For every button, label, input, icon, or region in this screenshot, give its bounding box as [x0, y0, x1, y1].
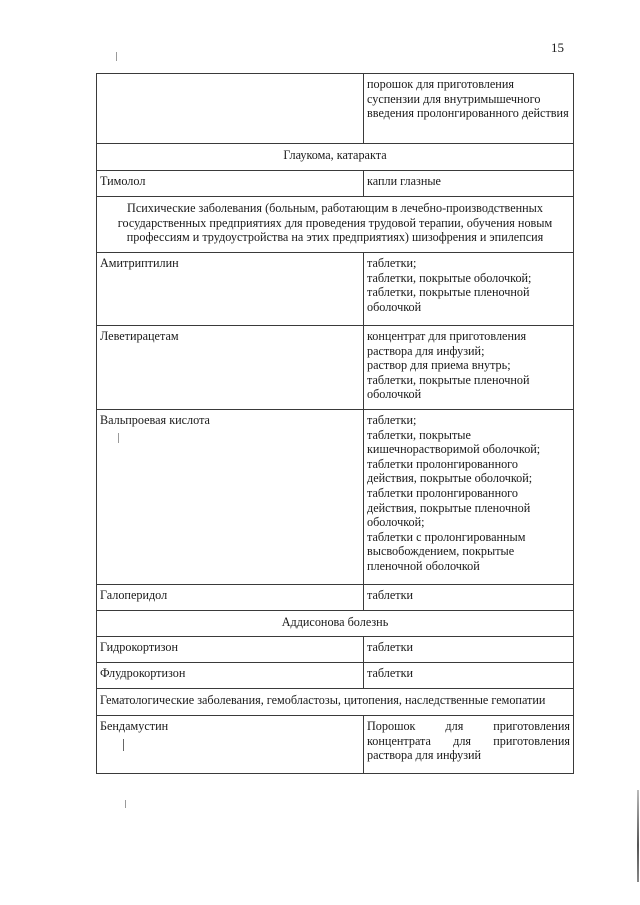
section-title: Аддисонова болезнь [97, 611, 574, 637]
drug-name-cell [97, 74, 364, 144]
dosage-form: капли глазные [367, 174, 441, 188]
drug-row [97, 74, 574, 144]
dosage-forms-cell [364, 716, 574, 774]
section-title: Гематологические заболевания, гемобластозы, цитопения, наследственные гемопатии [97, 689, 574, 716]
drug-name-cell: Тимолол [97, 171, 364, 197]
drug-table-body [97, 74, 574, 774]
dosage-form: раствор для приема внутрь; [367, 358, 511, 373]
scan-mark [116, 52, 117, 61]
dosage-form: таблетки, покрытые пленочной оболочкой [367, 285, 530, 314]
section-title: Глаукома, катаракта [97, 144, 574, 171]
drug-row [97, 253, 574, 326]
drug-table [96, 73, 574, 774]
dosage-form: Порошок для приготовления концентрата для приготовления раствора для инфузий [367, 719, 570, 763]
dosage-form: таблетки [367, 588, 414, 602]
dosage-form: таблетки, покрытые кишечнорастворимой оболочкой; [367, 427, 541, 457]
section-header-row [97, 611, 574, 637]
dosage-form: таблетки [367, 640, 414, 654]
dosage-form: таблетки пролонгированного действия, покрытые оболочкой; [367, 456, 533, 486]
dosage-forms-cell [364, 637, 574, 663]
dosage-forms-cell [364, 253, 574, 326]
dosage-form: таблетки, покрытые оболочкой; [367, 270, 532, 285]
dosage-form: таблетки; [367, 256, 417, 270]
scan-mark [125, 800, 126, 808]
drug-row [97, 637, 574, 663]
dosage-form: порошок для приготовления суспензии для внутримышечного введения пролонгированного действия [367, 77, 569, 121]
section-header-row [97, 144, 574, 171]
dosage-form: таблетки пролонгированного действия, покрытые пленочной оболочкой; [367, 485, 531, 530]
page-number: 15 [551, 40, 564, 55]
drug-row [97, 326, 574, 410]
drug-row [97, 171, 574, 197]
scan-edge-artifact [637, 790, 639, 882]
drug-name-cell: Бендамустин [97, 716, 364, 774]
dosage-forms-cell [364, 663, 574, 689]
dosage-forms-cell [364, 326, 574, 410]
drug-name-cell: Леветирацетам [97, 326, 364, 410]
dosage-form: таблетки [367, 666, 414, 680]
drug-name-cell: Амитриптилин [97, 253, 364, 326]
drug-name-cell: Вальпроевая кислота [97, 410, 364, 585]
dosage-forms-cell [364, 585, 574, 611]
drug-name-cell: Гидрокортизон [97, 637, 364, 663]
section-header-row [97, 689, 574, 716]
drug-row [97, 410, 574, 585]
dosage-form: таблетки с пролонгированным высвобождением, покрытые пленочной оболочкой [367, 529, 526, 573]
drug-name-cell: Галоперидол [97, 585, 364, 611]
dosage-form: таблетки, покрытые пленочной оболочкой [367, 372, 530, 402]
drug-row [97, 716, 574, 774]
section-title: Психические заболевания (больным, работающим в лечебно-производственных государственных предприятиях для проведения трудовой терапии, обучения новым профессиям и трудоустройства на этих предприятиях) шизофрения и эпилепсия [97, 197, 574, 253]
dosage-forms-cell [364, 74, 574, 144]
drug-row [97, 663, 574, 689]
dosage-form: концентрат для приготовления раствора для инфузий; [367, 329, 527, 358]
drug-name-cell: Флудрокортизон [97, 663, 364, 689]
dosage-forms-cell [364, 410, 574, 585]
section-header-row [97, 197, 574, 253]
drug-row [97, 585, 574, 611]
dosage-form: таблетки; [367, 413, 417, 427]
dosage-forms-cell [364, 171, 574, 197]
